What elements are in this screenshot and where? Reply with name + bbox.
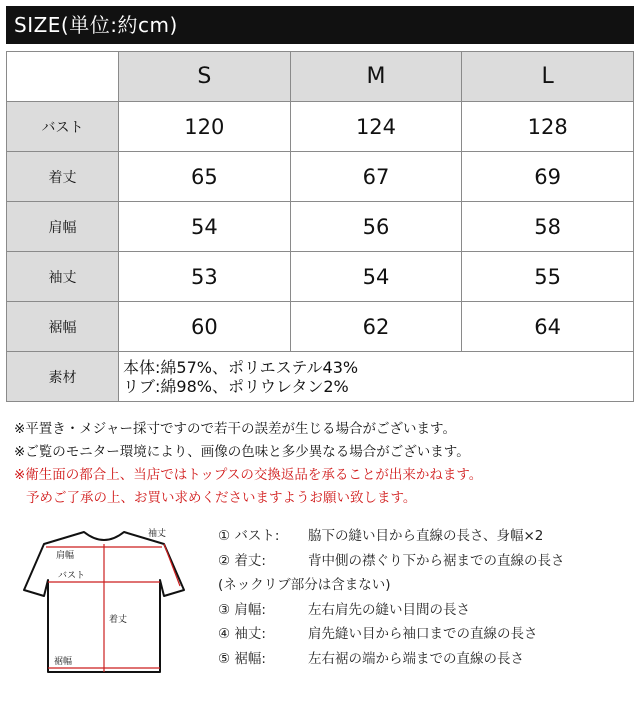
table-cell: 56	[290, 202, 462, 252]
header-size-s: S	[119, 52, 291, 102]
measure-item	[218, 598, 565, 623]
label-sleeve: 袖丈	[148, 529, 167, 539]
measure-desc: (ネックリブ部分は含まない)	[218, 577, 391, 593]
row-label: 裾幅	[7, 302, 119, 352]
measure-item	[218, 647, 565, 672]
measure-desc: 肩先縫い目から袖口までの直線の長さ	[308, 626, 538, 642]
row-label: 肩幅	[7, 202, 119, 252]
measure-label: ② 着丈:	[218, 552, 266, 569]
table-row-bust	[7, 102, 634, 152]
row-label: 素材	[7, 352, 119, 402]
header-size-l: L	[462, 52, 634, 102]
measure-item	[218, 573, 565, 598]
row-label: バスト	[7, 102, 119, 152]
measure-label: ③ 肩幅:	[218, 601, 266, 618]
table-cell: 60	[119, 302, 291, 352]
table-cell: 65	[119, 152, 291, 202]
table-row-length	[7, 152, 634, 202]
measure-label: ⑤ 裾幅:	[218, 650, 266, 667]
label-shoulder: 肩幅	[56, 551, 75, 561]
note-warning: 予めご了承の上、お買い求めくださいますようお願い致します。	[26, 490, 417, 506]
size-table	[6, 51, 634, 402]
table-cell: 55	[462, 252, 634, 302]
measure-desc: 背中側の襟ぐり下から裾までの直線の長さ	[308, 552, 565, 569]
measure-label: ① バスト:	[218, 528, 280, 544]
table-cell: 69	[462, 152, 634, 202]
measure-label: ④ 袖丈:	[218, 626, 266, 642]
table-cell: 62	[290, 302, 462, 352]
label-bust: バスト	[58, 571, 86, 581]
tshirt-measure-diagram	[14, 522, 194, 710]
table-row-sleeve	[7, 252, 634, 302]
note-warning: ※衛生面の都合上、当店ではトップスの交換返品を承ることが出来かねます。	[14, 467, 483, 483]
row-label: 袖丈	[7, 252, 119, 302]
row-label: 着丈	[7, 152, 119, 202]
material-cell	[119, 352, 634, 402]
measure-item	[218, 622, 565, 647]
note-line: ※ご覧のモニター環境により、画像の色味と多少異なる場合がございます。	[14, 444, 470, 460]
material-line: 本体:綿57%、ポリエステル43%	[123, 357, 359, 377]
measure-desc: 脇下の縫い目から直線の長さ、身幅×2	[308, 528, 544, 544]
table-row-shoulder	[7, 202, 634, 252]
notes	[14, 418, 634, 510]
size-table-title: SIZE(単位:約cm)	[6, 6, 634, 44]
table-cell: 124	[290, 102, 462, 152]
measure-item	[218, 524, 565, 549]
label-hem: 裾幅	[54, 657, 73, 667]
table-cell: 58	[462, 202, 634, 252]
table-corner-cell	[7, 52, 119, 102]
table-cell: 120	[119, 102, 291, 152]
table-cell: 53	[119, 252, 291, 302]
table-cell: 54	[290, 252, 462, 302]
table-cell: 128	[462, 102, 634, 152]
table-header-row	[7, 52, 634, 102]
measurement-guide	[218, 524, 565, 671]
table-cell: 54	[119, 202, 291, 252]
header-size-m: M	[290, 52, 462, 102]
table-row-hem	[7, 302, 634, 352]
label-length: 着丈	[109, 615, 128, 625]
measure-desc: 左右裾の端から端までの直線の長さ	[308, 650, 524, 667]
note-line: ※平置き・メジャー採寸ですので若干の誤差が生じる場合がございます。	[14, 421, 456, 437]
measure-desc: 左右肩先の縫い目間の長さ	[308, 601, 470, 618]
material-line: リブ:綿98%、ポリウレタン2%	[123, 376, 349, 396]
table-cell: 67	[290, 152, 462, 202]
table-cell: 64	[462, 302, 634, 352]
measure-item	[218, 549, 565, 574]
table-row-material	[7, 352, 634, 402]
